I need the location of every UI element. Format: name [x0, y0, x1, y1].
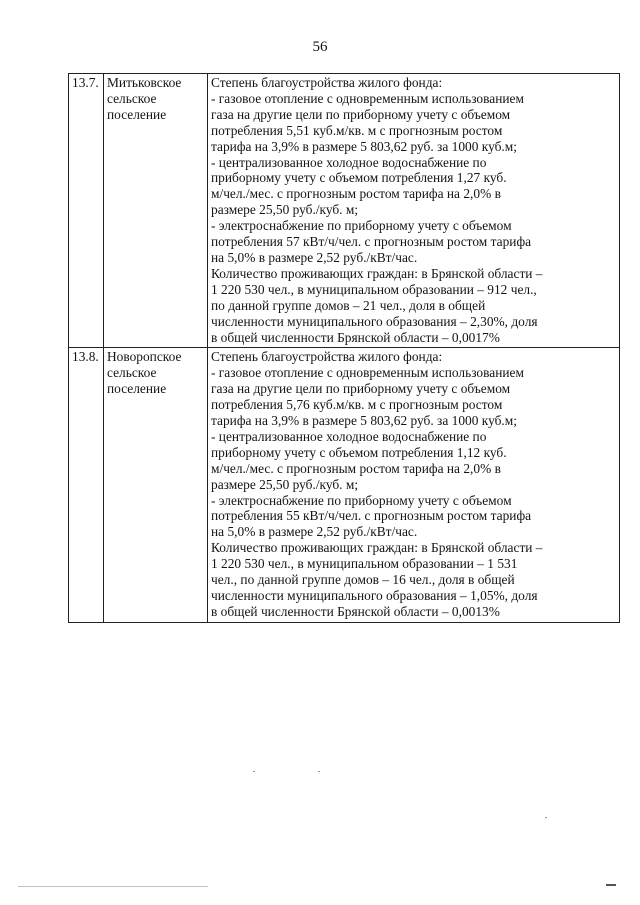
settlement-name-line: сельское [107, 90, 157, 106]
description-line: - электроснабжение по приборному учету с объемом [211, 492, 512, 508]
description-line: размере 25,50 руб./куб. м; [211, 202, 359, 218]
description-line: приборному учету с объемом потребления 1,27 куб. [211, 170, 507, 186]
page-number: 56 [312, 39, 328, 55]
description-line: газа на другие цели по приборному учету с объемом [211, 106, 511, 122]
description-line: - газовое отопление с одновременным использованием [211, 90, 524, 106]
description-line: тарифа на 3,9% в размере 5 803,62 руб. за 1000 куб.м; [211, 138, 517, 154]
description-line: численности муниципального образования – 1,05%, доля [211, 588, 538, 603]
description-line: Количество проживающих граждан: в Брянской области – [211, 265, 543, 281]
settlement-name-line: поселение [107, 381, 167, 397]
description-line: на 5,0% в размере 2,52 руб./кВт/час. [211, 249, 418, 265]
description-line: м/чел./мес. с прогнозным ростом тарифа на 2,0% в [211, 460, 501, 476]
description-line: Степень благоустройства жилого фонда: [211, 349, 443, 365]
description-line: - централизованное холодное водоснабжение по [211, 428, 487, 444]
description-line: потребления 5,51 куб.м/кв. м с прогнозным ростом [211, 122, 503, 138]
description-cell [208, 348, 620, 622]
row-number: 13.7. [69, 74, 104, 348]
description-line: размере 25,50 руб./куб. м; [211, 476, 359, 492]
description-line: - газовое отопление с одновременным использованием [211, 365, 524, 381]
municipal-housing-table [68, 73, 620, 623]
description-line: чел., по данной группе домов – 16 чел., доля в общей [211, 572, 515, 588]
description-line: Степень благоустройства жилого фонда: [211, 75, 443, 90]
settlement-name-line: Митьковское [107, 75, 182, 90]
description-line: потребления 5,76 куб.м/кв. м с прогнозным ростом [211, 397, 503, 413]
scan-mark [253, 771, 255, 772]
description-line: по данной группе домов – 21 чел., доля в общей [211, 297, 486, 313]
description-line: в общей численности Брянской области – 0,0017% [211, 329, 500, 345]
description-line: потребления 55 кВт/ч/чел. с прогнозным ростом тарифа [211, 508, 532, 524]
settlement-name-line: сельское [107, 365, 157, 381]
description-cell [208, 74, 620, 348]
description-line: потребления 57 кВт/ч/чел. с прогнозным ростом тарифа [211, 234, 532, 250]
description-line: приборному учету с объемом потребления 1,12 куб. [211, 444, 507, 460]
description-line: в общей численности Брянской области – 0,0013% [211, 603, 500, 619]
row-number: 13.8. [69, 348, 104, 622]
settlement-name-line: поселение [107, 106, 167, 122]
table-row [69, 74, 620, 348]
table-row [69, 348, 620, 622]
description-line: на 5,0% в размере 2,52 руб./кВт/час. [211, 524, 418, 540]
description-line: 1 220 530 чел., в муниципальном образовании – 1 531 [211, 556, 518, 572]
description-line: газа на другие цели по приборному учету с объемом [211, 381, 511, 397]
description-line: - электроснабжение по приборному учету с объемом [211, 218, 512, 234]
scan-mark [545, 817, 547, 818]
settlement-name-cell [104, 74, 208, 348]
description-line: Количество проживающих граждан: в Брянской области – [211, 540, 543, 556]
description-line: - централизованное холодное водоснабжение по [211, 154, 487, 170]
scan-mark [18, 886, 208, 887]
scan-mark [318, 771, 320, 772]
description-line: 1 220 530 чел., в муниципальном образовании – 912 чел., [211, 281, 537, 297]
settlement-name-cell [104, 348, 208, 622]
table-body [69, 74, 620, 623]
description-line: тарифа на 3,9% в размере 5 803,62 руб. за 1000 куб.м; [211, 413, 517, 429]
scan-mark [606, 884, 616, 886]
description-line: м/чел./мес. с прогнозным ростом тарифа на 2,0% в [211, 186, 501, 202]
settlement-name-line: Новоропское [107, 349, 182, 365]
description-line: численности муниципального образования – 2,30%, доля [211, 313, 538, 329]
